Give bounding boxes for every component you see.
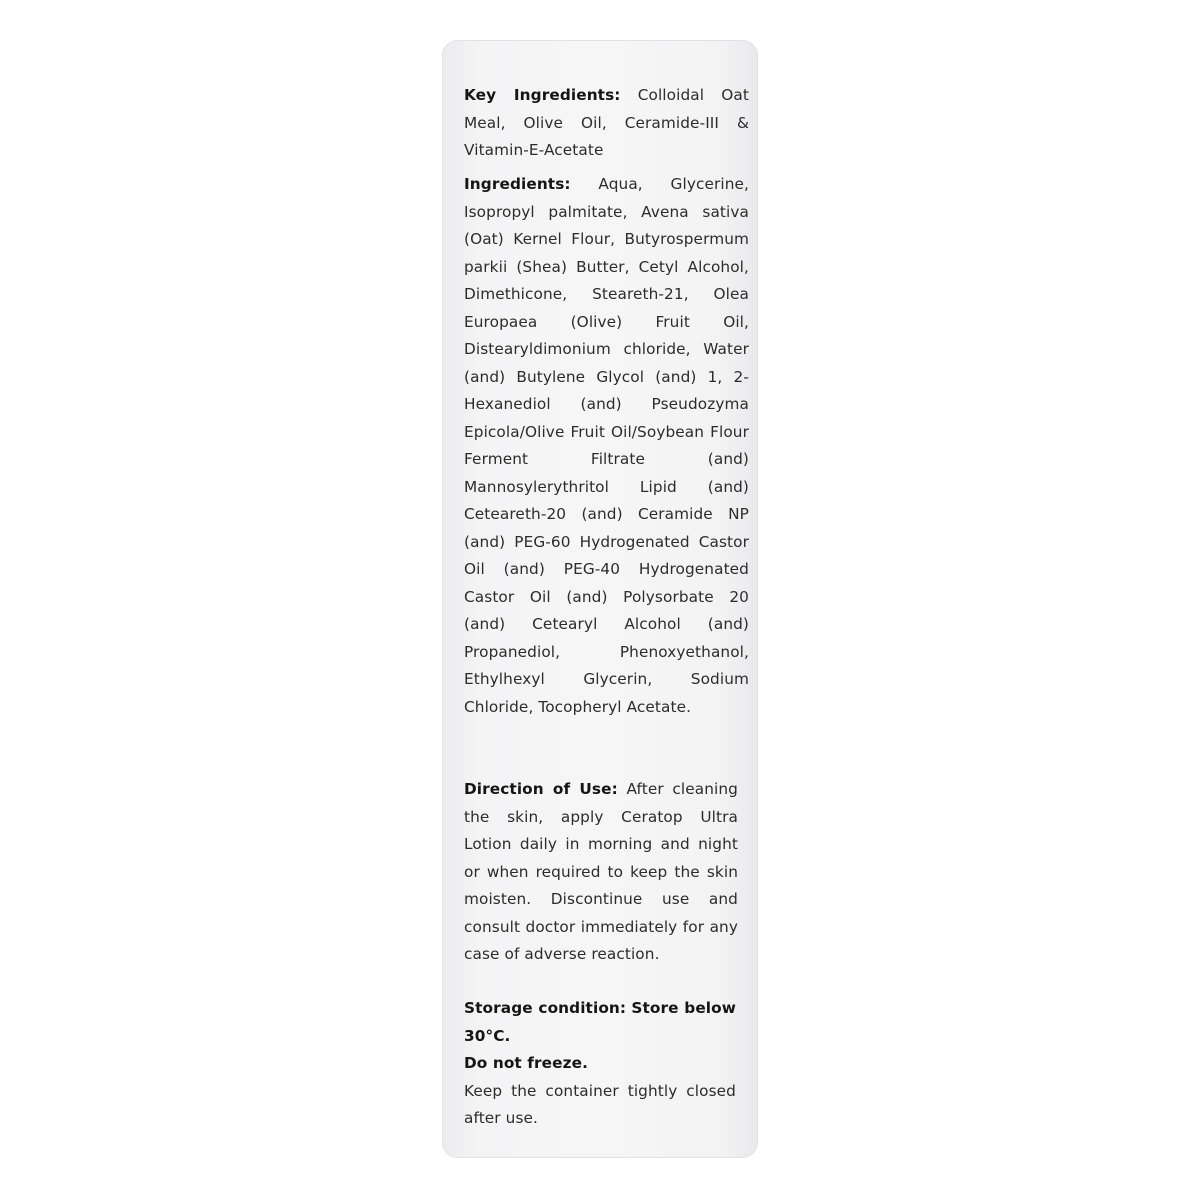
key-ingredients-text: Colloidal Oat Meal, Olive Oil, Ceramide-III & Vitamin-E-Acetate — [464, 86, 749, 159]
storage-condition-text: Store below 30°C. — [464, 999, 736, 1045]
storage-section — [464, 995, 736, 1133]
key-ingredients-section — [464, 82, 749, 165]
direction-of-use-heading: Direction of Use: — [464, 780, 618, 798]
ingredients-text: Aqua, Glycerine, Isopropyl palmitate, Avena sativa (Oat) Kernel Flour, Butyrospermum parkii (Shea) Butter, Cetyl Alcohol, Dimethicone, Steareth-21, Olea Europaea (Olive) Fruit Oil, Distearyldimonium chloride, Water (and) Butylene Glycol (and) 1, 2-Hexanediol (and) Pseudozyma Epicola/Olive Fruit Oil/Soybean Flour Ferment Filtrate (and) Mannosylerythritol Lipid (and) Ceteareth-20 (and) Ceramide NP (and) PEG-60 Hydrogenated Castor Oil (and) PEG-40 Hydrogenated Castor Oil (and) Polysorbate 20 (and) Cetearyl Alcohol (and) Propanediol, Phenoxyethanol, Ethylhexyl Glycerin, Sodium Chloride, Tocopheryl Acetate. — [464, 175, 749, 716]
ingredients-section — [464, 171, 749, 721]
storage-note-text: Keep the container tightly closed after use. — [464, 1081, 736, 1127]
ingredients-heading: Ingredients: — [464, 175, 571, 193]
direction-of-use-section — [464, 776, 738, 969]
direction-of-use-text: After cleaning the skin, apply Ceratop Ultra Lotion daily in morning and night or when required to keep the skin moisten. Discontinue use and consult doctor immediately for any case of adverse reaction. — [464, 780, 738, 963]
key-ingredients-heading: Key Ingredients: — [464, 86, 621, 104]
storage-heading: Storage condition: — [464, 999, 627, 1017]
storage-freeze-text: Do not freeze. — [464, 1054, 589, 1072]
